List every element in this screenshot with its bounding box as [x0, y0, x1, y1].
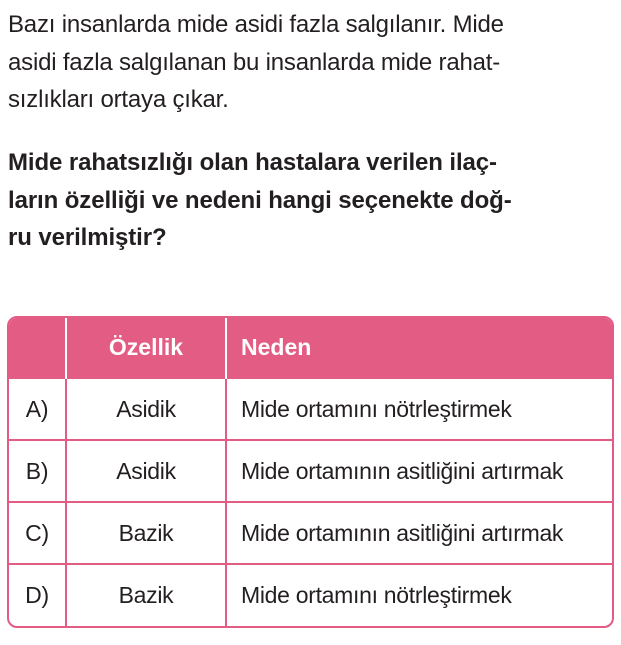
table-header-row — [9, 318, 612, 378]
question-line: ların özelliği ve nedeni hangi seçenekte doğ- — [8, 186, 512, 214]
options-table — [9, 318, 612, 626]
option-letter: D) — [9, 564, 66, 626]
option-reason: Mide ortamının asitliğini artırmak — [226, 440, 612, 502]
intro-line: sızlıkları ortaya çıkar. — [8, 86, 229, 113]
option-reason: Mide ortamını nötrleştirmek — [226, 378, 612, 440]
table-row-option-a[interactable] — [9, 378, 612, 440]
option-letter: A) — [9, 378, 66, 440]
question-text — [8, 144, 614, 257]
option-property: Bazik — [66, 564, 226, 626]
option-reason: Mide ortamının asitliğini artırmak — [226, 502, 612, 564]
option-reason: Mide ortamını nötrleştirmek — [226, 564, 612, 626]
question-line: ru verilmiştir? — [8, 224, 167, 251]
intro-line: Bazı insanlarda mide asidi fazla salgılanır. Mide — [8, 11, 504, 38]
table-row-option-b[interactable] — [9, 440, 612, 502]
header-property: Özellik — [66, 318, 226, 378]
option-property: Asidik — [66, 440, 226, 502]
option-letter: B) — [9, 440, 66, 502]
option-letter: C) — [9, 502, 66, 564]
table-row-option-d[interactable] — [9, 564, 612, 626]
intro-line: asidi fazla salgılanan bu insanlarda mide rahat- — [8, 48, 501, 76]
table-row-option-c[interactable] — [9, 502, 612, 564]
option-property: Asidik — [66, 378, 226, 440]
question-line: Mide rahatsızlığı olan hastalara verilen ilaç- — [8, 149, 497, 176]
intro-paragraph — [8, 6, 614, 119]
answer-options-table — [7, 316, 614, 628]
header-option — [9, 318, 66, 378]
option-property: Bazik — [66, 502, 226, 564]
header-reason: Neden — [241, 334, 312, 360]
